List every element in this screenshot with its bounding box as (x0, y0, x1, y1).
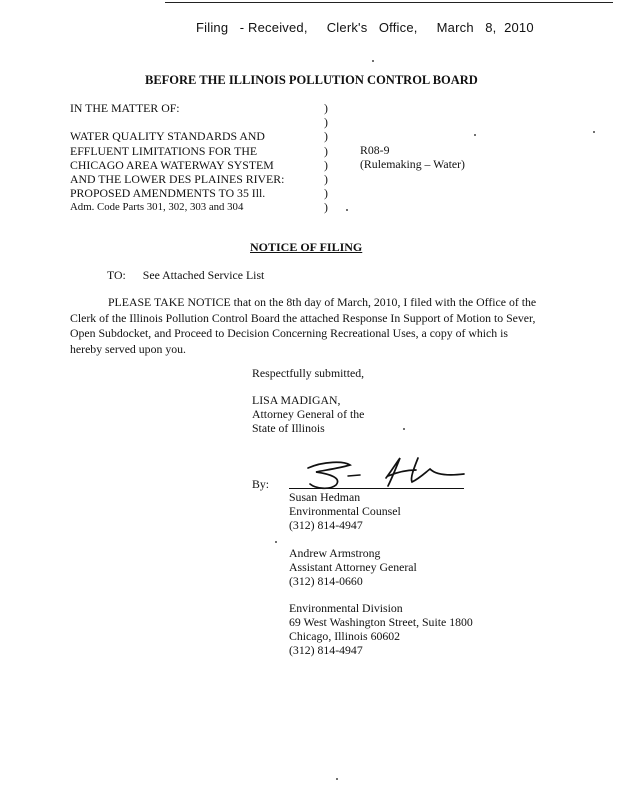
case-caption (70, 101, 284, 215)
caption-line: IN THE MATTER OF: (70, 101, 180, 115)
closing: Respectfully submitted, (252, 366, 365, 380)
ag-state: State of Illinois (252, 421, 325, 435)
signer-title: Environmental Counsel (289, 504, 401, 518)
scan-speck (403, 428, 405, 430)
filing-stamp: Filing - Received, Clerk's Office, March 8, 2010 (196, 20, 534, 35)
division-phone: (312) 814-4947 (289, 643, 363, 657)
handwritten-signature (300, 452, 470, 492)
scan-speck (593, 131, 595, 133)
to-line (107, 268, 264, 283)
caption-parentheses: ) ) ) ) ) ) ) ) (324, 101, 328, 215)
signer-title: Assistant Attorney General (289, 560, 417, 574)
signer-phone: (312) 814-0660 (289, 574, 363, 588)
docket-info (360, 143, 465, 171)
scan-speck (372, 60, 374, 62)
docket-number: R08-9 (360, 143, 390, 157)
scan-speck (336, 778, 338, 780)
division-block (289, 601, 473, 657)
caption-line: Adm. Code Parts 301, 302, 303 and 304 (70, 201, 244, 214)
by-label: By: (252, 477, 270, 491)
signer-name: Susan Hedman (289, 490, 361, 504)
to-label: TO: (107, 268, 126, 282)
signer-block (289, 490, 401, 532)
caption-line: CHICAGO AREA WATERWAY SYSTEM (70, 157, 274, 172)
division-street: 69 West Washington Street, Suite 1800 (289, 615, 473, 629)
division-name: Environmental Division (289, 601, 403, 615)
caption-line: EFFLUENT LIMITATIONS FOR THE (70, 143, 258, 158)
ag-title: Attorney General of the (252, 407, 365, 421)
scan-speck (346, 209, 348, 211)
signer-phone: (312) 814-4947 (289, 518, 363, 532)
signer-name: Andrew Armstrong (289, 546, 381, 560)
attorney-general-block (252, 393, 364, 435)
top-rule (165, 2, 613, 3)
ag-name: LISA MADIGAN, (252, 393, 341, 407)
caption-line: WATER QUALITY STANDARDS AND (70, 129, 265, 144)
to-value: See Attached Service List (142, 268, 265, 282)
notice-title: NOTICE OF FILING (250, 240, 363, 254)
scan-speck (474, 134, 476, 136)
signer-block (289, 546, 417, 588)
board-title: BEFORE THE ILLINOIS POLLUTION CONTROL BOARD (145, 73, 478, 87)
scan-speck (275, 541, 277, 543)
docket-type: (Rulemaking – Water) (360, 157, 465, 172)
notice-body: PLEASE TAKE NOTICE that on the 8th day of March, 2010, I filed with the Office of the Clerk of the Illinois Pollution Control Board the attached Response In Support of Motion to Sever, Open Subdocket, and Proceed to Decision Concerning Recreational Uses, a copy of which is hereby served upon you. (70, 295, 537, 356)
signature-line (289, 488, 464, 489)
division-city: Chicago, Illinois 60602 (289, 629, 401, 643)
caption-line: AND THE LOWER DES PLAINES RIVER: (70, 172, 285, 187)
caption-line: PROPOSED AMENDMENTS TO 35 Ill. (70, 186, 266, 201)
caption-line (70, 115, 284, 129)
